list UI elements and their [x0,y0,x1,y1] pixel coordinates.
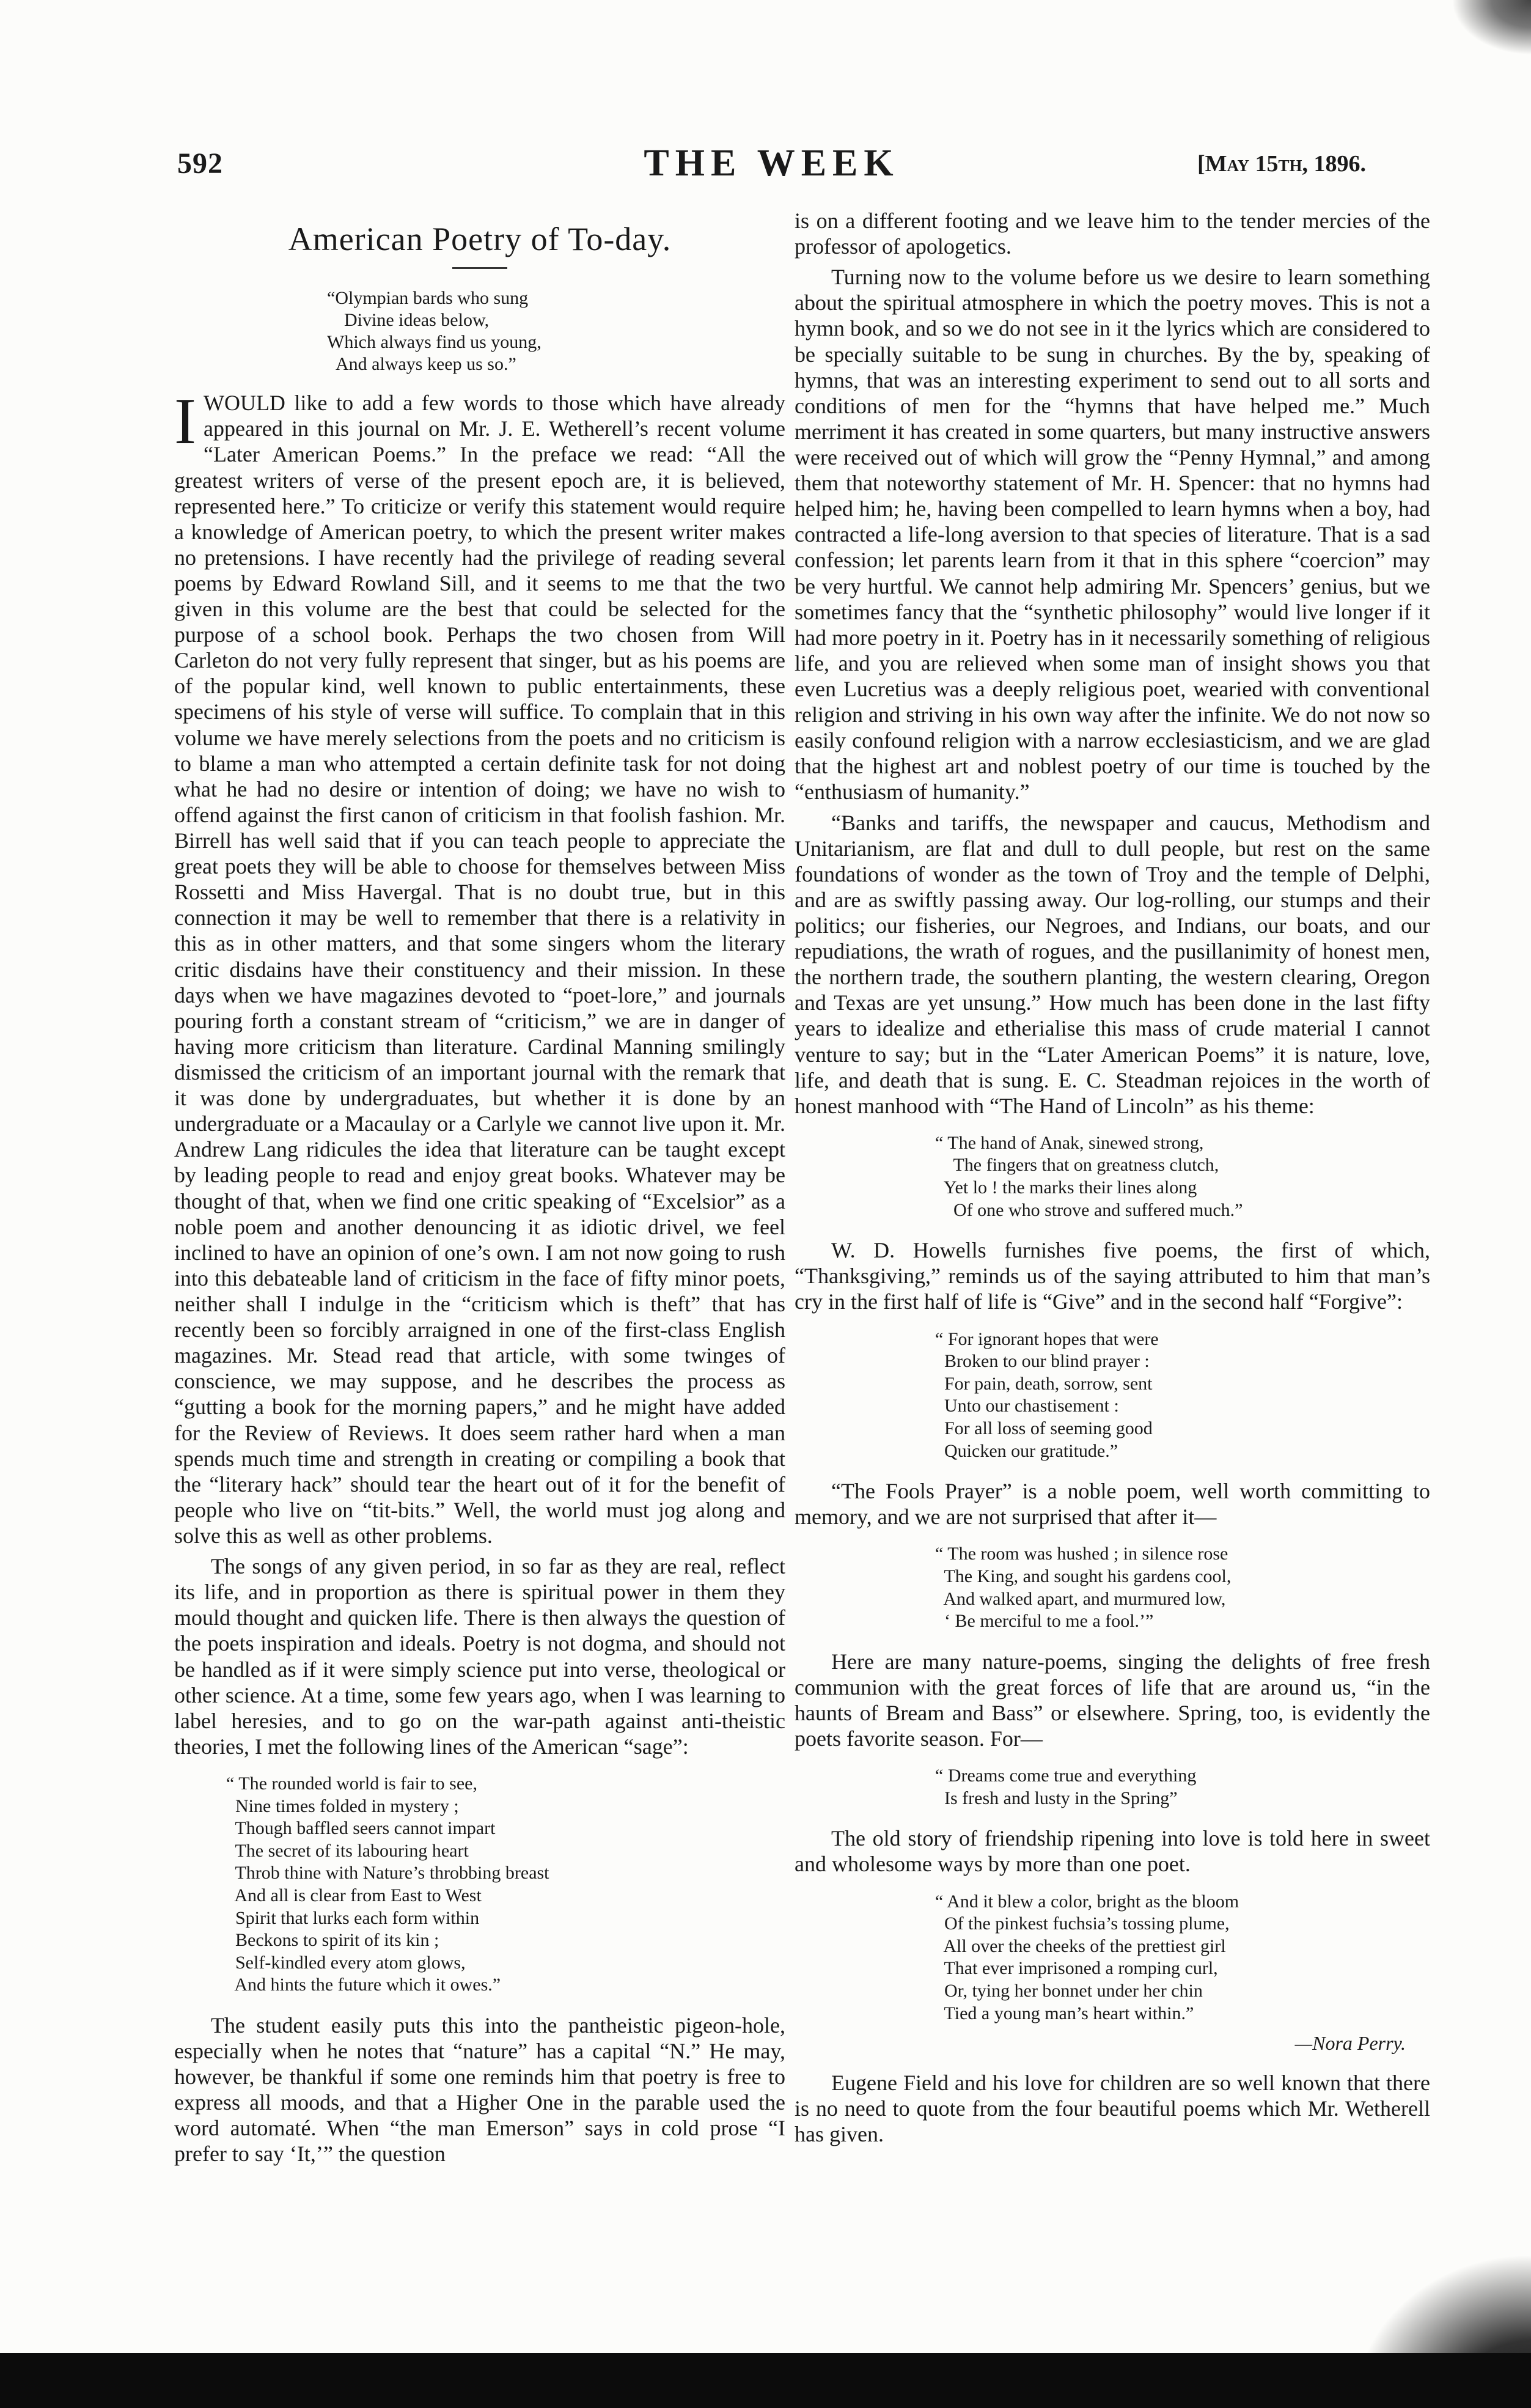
verse-line: ‘ Be merciful to me a fool.’” [935,1611,1154,1632]
verse-line: Of the pinkest fuchsia’s tossing plume, [935,1913,1230,1934]
verse-quote [935,1765,1430,1810]
verse-quote [935,1891,1430,2025]
verse-line: Quicken our gratitude.” [935,1440,1118,1461]
verse-line: “ Dreams come true and everything [935,1765,1197,1786]
verse-line: “ For ignorant hopes that were [935,1328,1159,1349]
page-number: 592 [177,147,223,180]
epigraph [327,287,785,375]
paragraph: W. D. Howells furnishes five poems, the first of which, “Thanksgiving,” reminds us of the saying attributed to him that man’s cry in the first half of life is “Give” and in the second half “Forgive”: [795,1238,1430,1314]
article-title: American Poetry of To-day. [288,221,672,257]
paragraph: “Banks and tariffs, the newspaper and caucus, Methodism and Unitarianism, are flat and dull to dull people, but rest on the same foundations of wonder as the town of Troy and the temple of Delphi, and are as swiftly passing away. Our log-rolling, our stumps and their politics; our fisheries, our Negroes, and Indians, our boats, and our repudiations, the wrath of rogues, and the pusillanimity of honest men, the northern trade, the southern planting, the western clearing, Oregon and Texas are yet unsung.” How much has been done in the last fifty years to idealize and etherialise this mass of crude material I cannot venture to say; but in the “Later American Poems” it is nature, love, life, and death that is sung. E. C. Steadman rejoices in the worth of honest manhood with “The Hand of Lincoln” as his theme: [795,810,1430,1118]
verse-line: Nine times folded in mystery ; [226,1795,459,1816]
paragraph: Turning now to the volume before us we desire to learn something about the spiritual atmosphere in which the poetry moves. This is not a hymn book, and so we do not see in it the lyrics which are considered to be specially suitable to be sung in churches. By the by, speaking of hymns, that was an interesting experiment to send out to all sorts and conditions of men for the “hymns that have helped me.” Much merriment it has created in some quarters, but many instructive answers were received out of which will grow the “Penny Hymnal,” and among them that noteworthy statement of Mr. H. Spencer: that no hymns had helped him; he, having been compelled to learn hymns when a boy, had contracted a life-long aversion to that species of literature. That is a sad confession; let parents learn from it that in this sphere “coercion” may be very hurtful. We cannot help admiring Mr. Spencers’ genius, but we sometimes fancy that the “synthetic philosophy” would live longer if it had more poetry in it. Poetry has in it necessarily something of religious life, and you are relieved when some man of insight shows you that even Lucretius was a deeply religious poet, wearied with conventional religion and striving in his own way after the infinite. We do not now so easily confound religion with a narrow ecclesiasticism, and we are glad that the highest art and noblest poetry of our time is touched by the “enthusiasm of humanity.” [795,265,1430,805]
drop-cap: I [174,385,196,458]
epigraph-line: And always keep us so.” [336,354,516,375]
verse-line: All over the cheeks of the prettiest girl [935,1935,1226,1956]
verse-line: Of one who strove and suffered much.” [935,1199,1243,1220]
paragraph: The songs of any given period, in so far as they are real, reflect its life, and in proportion as there is spiritual power in them they mould thought and quicken life. There is then always the question of the poets inspiration and ideals. Poetry is not dogma, and should not be handled as if it were simply science put into verse, theological or other science. At a time, some few years ago, when I was learning to label heresies, and to go on the war-path against anti-theistic theories, I met the following lines of the American “sage”: [174,1554,785,1759]
verse-line: The fingers that on greatness clutch, [935,1155,1219,1176]
scan-edge [0,2353,1531,2408]
paragraph: Here are many nature-poems, singing the delights of free fresh communion with the great forces of life that are around us, “in the haunts of Bream and Bass” or elsewhere. Spring, too, is evidently the poets favorite season. For— [795,1649,1430,1751]
verse-line: And all is clear from East to West [226,1885,482,1905]
paragraph: The old story of friendship ripening into love is told here in sweet and wholesome ways by more than one poet. [795,1826,1430,1877]
verse-quote [935,1132,1430,1221]
epigraph-line: Which always find us young, [327,332,542,353]
right-column [795,208,1430,2152]
page-header [177,142,1366,202]
verse-line: “ And it blew a color, bright as the bloom [935,1891,1239,1912]
verse-line: “ The hand of Anak, sinewed strong, [935,1132,1204,1153]
verse-line: And walked apart, and murmured low, [935,1588,1226,1609]
verse-line: Spirit that lurks each form within [226,1907,480,1928]
verse-line: That ever imprisoned a romping curl, [935,1958,1218,1979]
paragraph: Eugene Field and his love for children are so well known that there is no need to quote from the four beautiful poems which Mr. Wetherell has given. [795,2070,1430,2146]
paragraph: The student easily puts this into the pantheistic pigeon-hole, especially when he notes that “nature” has a capital “N.” He may, however, be thankful if some one reminds him that poetry is free to express all moods, and that a Higher One in the parable used the word automaté. When “the man Emerson” says in cold prose “I prefer to say ‘It,’” the question [174,2012,785,2167]
epigraph-line: Divine ideas below, [344,310,490,331]
verse-line: Beckons to spirit of its kin ; [226,1930,439,1951]
paragraph: is on a different footing and we leave him to the tender mercies of the professor of apologetics. [795,208,1430,259]
left-column [174,208,785,2172]
verse-line: Yet lo ! the marks their lines along [935,1177,1197,1198]
verse-line: And hints the future which it owes.” [226,1975,501,1995]
verse-line: Broken to our blind prayer : [935,1351,1150,1372]
verse-line: For pain, death, sorrow, sent [935,1373,1153,1394]
verse-line: Or, tying her bonnet under her chin [935,1980,1203,2001]
verse-line: Self-kindled every atom glows, [226,1952,466,1973]
verse-quote [935,1543,1430,1632]
verse-line: Is fresh and lusty in the Spring” [935,1788,1178,1808]
poem-attribution: —Nora Perry. [1294,2032,1406,2055]
page-edge-stain [1452,0,1531,55]
verse-quote [226,1773,785,1997]
epigraph-line: “Olympian bards who sung [327,288,529,309]
verse-line: Unto our chastisement : [935,1396,1119,1416]
issue-date: [May 15th, 1896. [1197,151,1366,177]
verse-line: Throb thine with Nature’s throbbing breast [226,1863,549,1883]
title-divider [452,267,507,269]
paragraph-text: WOULD like to add a few words to those which have already appeared in this journal on Mr. J. E. Wetherell’s recent volume “Later American Poems.” In the preface we read: “All the greatest writers of verse of the present epoch are, it is believed, represented here.” To criticize or verify this statement would require a knowledge of American poetry, to which the present writer makes no pretensions. I have recently had the privilege of reading several poems by Edward Rowland Sill, and it seems to me that the two given in this volume are the best that could be selected for the purpose of a school book. Perhaps the two chosen from Will Carleton do not very fully represent that singer, but as his poems are of the popular kind, well known to public entertainments, these specimens of his style of verse will suffice. To complain that in this volume we have merely selections from the poets and no criticism is to blame a man who attempted a certain definite task for not doing what he had no desire or intention of doing; we have no wish to offend against the first canon of criticism in that foolish fashion. Mr. Birrell has well said that if you can teach people to appreciate the great poets they will be able to choose for themselves between Miss Rossetti and Miss Havergal. That is no doubt true, but in this connection it may be well to remember that there is a relativity in this as in other matters, and that some singers whom the literary critic disdains have their constituency and their mission. In these days when we have magazines devoted to “poet-lore,” and journals pouring forth a constant stream of “criticism,” we are in danger of having more criticism than literature. Cardinal Manning smilingly dismissed the criticism of an important journal with the remark that it was done by undergraduates, but whether it is done by an undergraduate or a Macaulay or a Carlyle we cannot live upon it. Mr. Andrew Lang ridicules the idea that literature can be taught except by leading people to read and enjoy great books. Whatever may be thought of that, when we find one critic speaking of “Excelsior” as a noble poem and another denouncing it as idiotic drivel, we feel inclined to have an opinion of one’s own. I am not now going to rush into this debateable land of criticism in the face of fifty minor poets, neither shall I indulge in the “criticism which is theft” that has recently been so forcibly arraigned in one of the first-class English magazines. Mr. Stead read that article, with some twinges of conscience, we may suppose, and he describes the process as “gutting a book for the morning papers,” and he might have added for the Review of Reviews. It does seem rather hard when a man spends much time and strength in creating or compiling a book that the “literary hack” should tear the heart out of it for the benefit of people who live on “tit-bits.” Well, the world must jog along and solve this as well as other problems. [174,391,785,1548]
verse-quote [935,1328,1430,1463]
paragraph [174,385,785,1548]
verse-line: “ The room was hushed ; in silence rose [935,1544,1228,1564]
verse-line: For all loss of seeming good [935,1418,1153,1438]
paragraph: “The Fools Prayer” is a noble poem, well worth committing to memory, and we are not surprised that after it— [795,1479,1430,1530]
verse-line: The King, and sought his gardens cool, [935,1566,1232,1586]
verse-line: Though baffled seers cannot impart [226,1818,496,1839]
journal-title: THE WEEK [644,142,900,184]
verse-line: “ The rounded world is fair to see, [226,1773,477,1794]
verse-line: Tied a young man’s heart within.” [935,2003,1194,2023]
verse-line: The secret of its labouring heart [226,1840,469,1861]
